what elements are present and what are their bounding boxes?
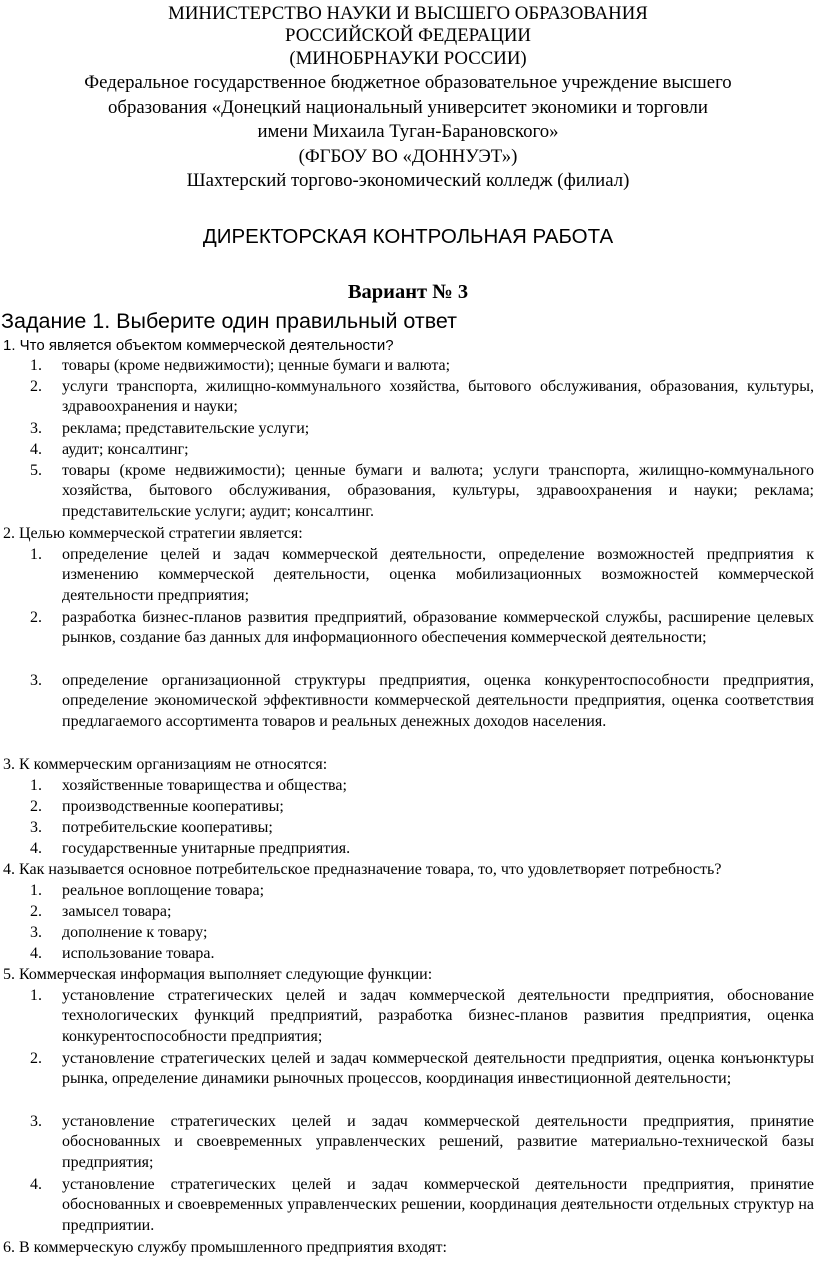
- option-text: замысел товара;: [62, 903, 172, 920]
- option-text: установление стратегических целей и задач коммерческой деятельности предприятия, оценка конъюнктуры рынка, определение динамики рыночных процессов, координация инвестиционной деятельности;: [62, 1050, 814, 1088]
- document-title: ДИРЕКТОРСКАЯ КОНТРОЛЬНАЯ РАБОТА: [202, 225, 614, 248]
- option-number: 3.: [30, 819, 42, 836]
- option-text: производственные кооперативы;: [62, 798, 284, 815]
- option-text: установление стратегических целей и задач коммерческой деятельности предприятия, принятие обоснованных и своевременных управленческих решений, развитие материально-технической базы предприятия;: [62, 1113, 814, 1171]
- option-text: установление стратегических целей и задач коммерческой деятельности предприятия, принятие обоснованных и своевременных управленческих решении, координация деятельности отдельных структур на предприятии.: [62, 1176, 814, 1234]
- task-heading: Задание 1. Выберите один правильный ответ: [1, 309, 458, 333]
- option-number: 4.: [30, 441, 42, 458]
- option-text: товары (кроме недвижимости); ценные бумаги и валюта; услуги транспорта, жилищно-коммунального хозяйства, бытового обслуживания, образования, культуры, здравоохранения и науки; реклама; представительские услуги; аудит; консалтинг.: [62, 462, 814, 520]
- option-number: 1.: [30, 546, 42, 563]
- question-5: 5. Коммерческая информация выполняет следующие функции:: [3, 966, 433, 983]
- option-number: 3.: [30, 924, 42, 941]
- option-number: 2.: [30, 798, 42, 815]
- option-number: 2.: [30, 378, 42, 395]
- option-text: потребительские кооперативы;: [62, 819, 273, 836]
- option-number: 1.: [30, 777, 42, 794]
- option-text: хозяйственные товарищества и общества;: [62, 777, 347, 794]
- question-6: 6. В коммерческую службу промышленного предприятия входят:: [3, 1239, 447, 1256]
- header-line: Шахтерский торгово-экономический колледж (филиал): [186, 170, 630, 191]
- option-text: реальное воплощение товара;: [62, 882, 265, 899]
- option-text: определение организационной структуры предприятия, оценка конкурентоспособности предприятия, определение экономической эффективности коммерческой деятельности предприятия, оценка соответствия предлагаемого ассортимента товаров и реальных денежных доходов населения.: [62, 672, 814, 730]
- variant-heading: Вариант № 3: [347, 281, 469, 303]
- option-number: 4.: [30, 840, 42, 857]
- header-line: имени Михаила Туган-Барановского»: [257, 121, 559, 142]
- header-line: МИНИСТЕРСТВО НАУКИ И ВЫСШЕГО ОБРАЗОВАНИЯ: [168, 3, 648, 24]
- question-4: 4. Как называется основное потребительское предназначение товара, то, что удовлетворяет потребность?: [3, 861, 722, 878]
- option-number: 3.: [30, 672, 42, 689]
- option-text: реклама; представительские услуги;: [62, 420, 310, 437]
- option-text: товары (кроме недвижимости); ценные бумаги и валюта;: [62, 357, 451, 374]
- option-number: 2.: [30, 609, 42, 626]
- option-text: установление стратегических целей и задач коммерческой деятельности предприятия, обоснование технологических функций предприятий, разработка бизнес-планов развития предприятия, оценка конкурентоспособности предприятия;: [62, 987, 814, 1045]
- question-1: 1. Что является объектом коммерческой деятельности?: [3, 337, 394, 354]
- option-number: 1.: [30, 987, 42, 1004]
- header-line: (МИНОБРНАУКИ РОССИИ): [289, 48, 527, 69]
- header-line: (ФГБОУ ВО «ДОННУЭТ»): [298, 146, 518, 167]
- option-text: дополнение к товару;: [62, 924, 208, 941]
- option-number: 5.: [30, 462, 42, 479]
- option-number: 3.: [30, 420, 42, 437]
- option-text: разработка бизнес-планов развития предприятий, образование коммерческой службы, расширение целевых рынков, создание баз данных для информационного обеспечения коммерческой деятельности;: [62, 609, 814, 647]
- question-3: 3. К коммерческим организациям не относятся:: [3, 756, 328, 773]
- question-2: 2. Целью коммерческой стратегии является:: [3, 525, 303, 542]
- option-text: определение целей и задач коммерческой деятельности, определение возможностей предприятия к изменению коммерческой деятельности, оценка мобилизационных возможностей коммерческой деятельности предприятия;: [62, 546, 814, 604]
- option-number: 3.: [30, 1113, 42, 1130]
- option-number: 1.: [30, 357, 42, 374]
- option-text: государственные унитарные предприятия.: [62, 840, 351, 857]
- option-number: 2.: [30, 903, 42, 920]
- option-number: 4.: [30, 1176, 42, 1193]
- option-number: 2.: [30, 1050, 42, 1067]
- option-number: 1.: [30, 882, 42, 899]
- option-text: услуги транспорта, жилищно-коммунального хозяйства, бытового обслуживания, образования, культуры, здравоохранения и науки;: [62, 378, 814, 416]
- option-text: аудит; консалтинг;: [62, 441, 189, 458]
- option-number: 4.: [30, 945, 42, 962]
- header-line: РОССИЙСКОЙ ФЕДЕРАЦИИ: [285, 25, 531, 46]
- header-line: образования «Донецкий национальный университет экономики и торговли: [108, 97, 708, 118]
- option-text: использование товара.: [62, 945, 215, 962]
- header-line: Федеральное государственное бюджетное образовательное учреждение высшего: [84, 72, 732, 93]
